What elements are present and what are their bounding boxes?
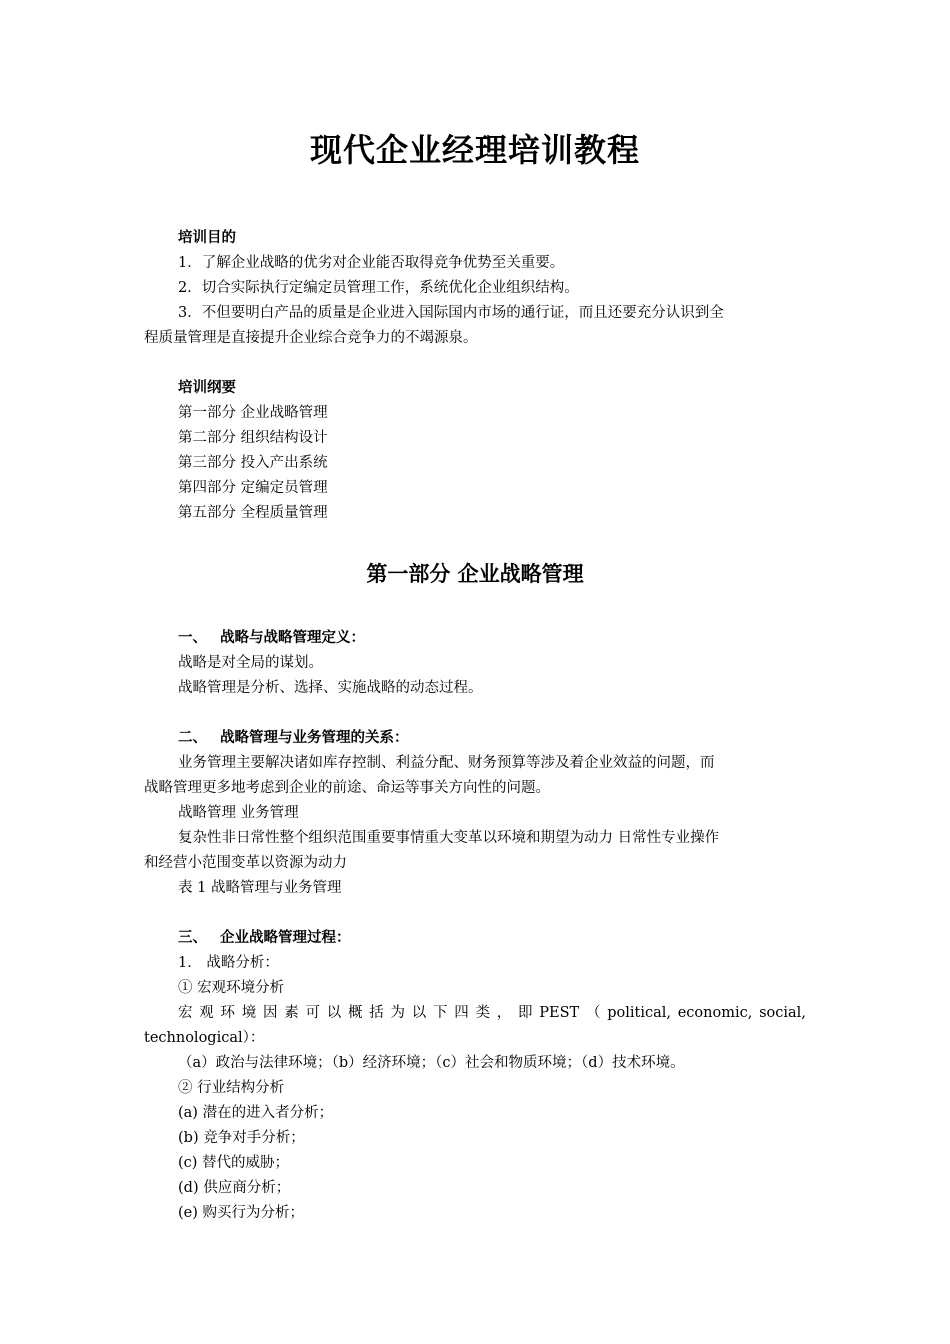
section-2-number: 二、 — [178, 730, 207, 746]
pest-word: PEST — [539, 1005, 580, 1021]
pest-line-1 — [178, 1003, 806, 1023]
macro-analysis-heading: ① 宏观环境分析 — [178, 980, 285, 996]
list-item: (c) 替代的威胁； — [178, 1155, 290, 1171]
part1-title: 第一部分 企业战略管理 — [366, 562, 584, 586]
list-item: (d) 供应商分析； — [178, 1180, 291, 1196]
section-2-table-row-line-2: 和经营小范围变革以资源为动力 — [144, 855, 347, 871]
section-2-title: 战略管理与业务管理的关系： — [220, 730, 409, 746]
pest-word: 可 — [305, 1005, 320, 1021]
pest-word: 境 — [241, 1005, 257, 1021]
document-title: 现代企业经理培训教程 — [309, 131, 640, 169]
pest-word: 下 — [433, 1005, 448, 1021]
outline-item: 第一部分 企业战略管理 — [178, 405, 328, 421]
outline-item: 第三部分 投入产出系统 — [178, 455, 328, 471]
section-2-table-row-line-1: 复杂性非日常性整个组织范围重要事情重大变革以环境和期望为动力 日常性专业操作 — [178, 830, 720, 846]
pest-word: 观 — [199, 1005, 214, 1021]
pest-word: 因 — [263, 1005, 278, 1021]
step-1: 1． 战略分析： — [178, 955, 279, 971]
list-item: (e) 购买行为分析； — [178, 1205, 305, 1221]
objective-item-3-line-2: 程质量管理是直接提升企业综合竞争力的不竭源泉。 — [144, 330, 478, 346]
pest-word: 概 — [348, 1005, 363, 1021]
pest-word: 以 — [326, 1005, 342, 1021]
objectives-heading: 培训目的 — [178, 230, 236, 246]
table-caption: 表 1 战略管理与业务管理 — [178, 880, 342, 896]
section-1-number: 一、 — [178, 630, 207, 646]
pest-word: 括 — [369, 1005, 384, 1021]
section-3-title: 企业战略管理过程： — [220, 930, 351, 946]
pest-word: 四 — [454, 1005, 469, 1021]
outline-item: 第五部分 全程质量管理 — [178, 505, 328, 521]
pest-word: 环 — [220, 1005, 235, 1021]
pest-word: 类 — [475, 1005, 490, 1021]
objective-item-3-line-1: 3．不但要明白产品的质量是企业进入国际国内市场的通行证，而且还要充分认识到全 — [178, 305, 724, 321]
industry-analysis-heading: ② 行业结构分析 — [178, 1080, 285, 1096]
section-1-paragraph: 战略管理是分析、选择、实施战略的动态过程。 — [178, 680, 483, 696]
pest-word: 即 — [518, 1005, 533, 1021]
section-1-paragraph: 战略是对全局的谋划。 — [178, 655, 323, 671]
section-2-paragraph-line-1: 业务管理主要解决诸如库存控制、利益分配、财务预算等涉及着企业效益的问题，而 — [178, 755, 715, 771]
pest-word: 以 — [411, 1005, 427, 1021]
section-2-paragraph-line-2: 战略管理更多地考虑到企业的前途、命运等事关方向性的问题。 — [144, 780, 550, 796]
pest-word: 为 — [390, 1005, 405, 1021]
pest-line-2: technological）： — [144, 1030, 265, 1046]
outline-item: 第四部分 定编定员管理 — [178, 480, 328, 496]
pest-word: political, — [607, 1005, 671, 1021]
pest-word: 素 — [284, 1005, 299, 1021]
objective-item-1: 1．了解企业战略的优劣对企业能否取得竞争优势至关重要。 — [178, 255, 565, 271]
list-item: (b) 竞争对手分析； — [178, 1130, 305, 1146]
list-item: (a) 潜在的进入者分析； — [178, 1105, 334, 1121]
pest-word: economic, — [677, 1005, 753, 1021]
section-3-number: 三、 — [178, 930, 207, 946]
pest-word: （ — [585, 1005, 601, 1021]
pest-word: 宏 — [178, 1005, 193, 1021]
outline-heading: 培训纲要 — [178, 380, 236, 396]
environment-factors: （a）政治与法律环境；（b）经济环境；（c）社会和物质环境；（d）技术环境。 — [178, 1055, 685, 1071]
pest-word: social, — [759, 1005, 806, 1021]
section-3-heading — [178, 928, 351, 948]
section-1-heading — [178, 628, 365, 648]
outline-item: 第二部分 组织结构设计 — [178, 430, 328, 446]
section-2-heading — [178, 728, 409, 748]
section-2-table-header: 战略管理 业务管理 — [178, 805, 299, 821]
section-1-title: 战略与战略管理定义： — [220, 630, 365, 646]
pest-word: ， — [496, 1005, 512, 1021]
objective-item-2: 2．切合实际执行定编定员管理工作，系统优化企业组织结构。 — [178, 280, 579, 296]
